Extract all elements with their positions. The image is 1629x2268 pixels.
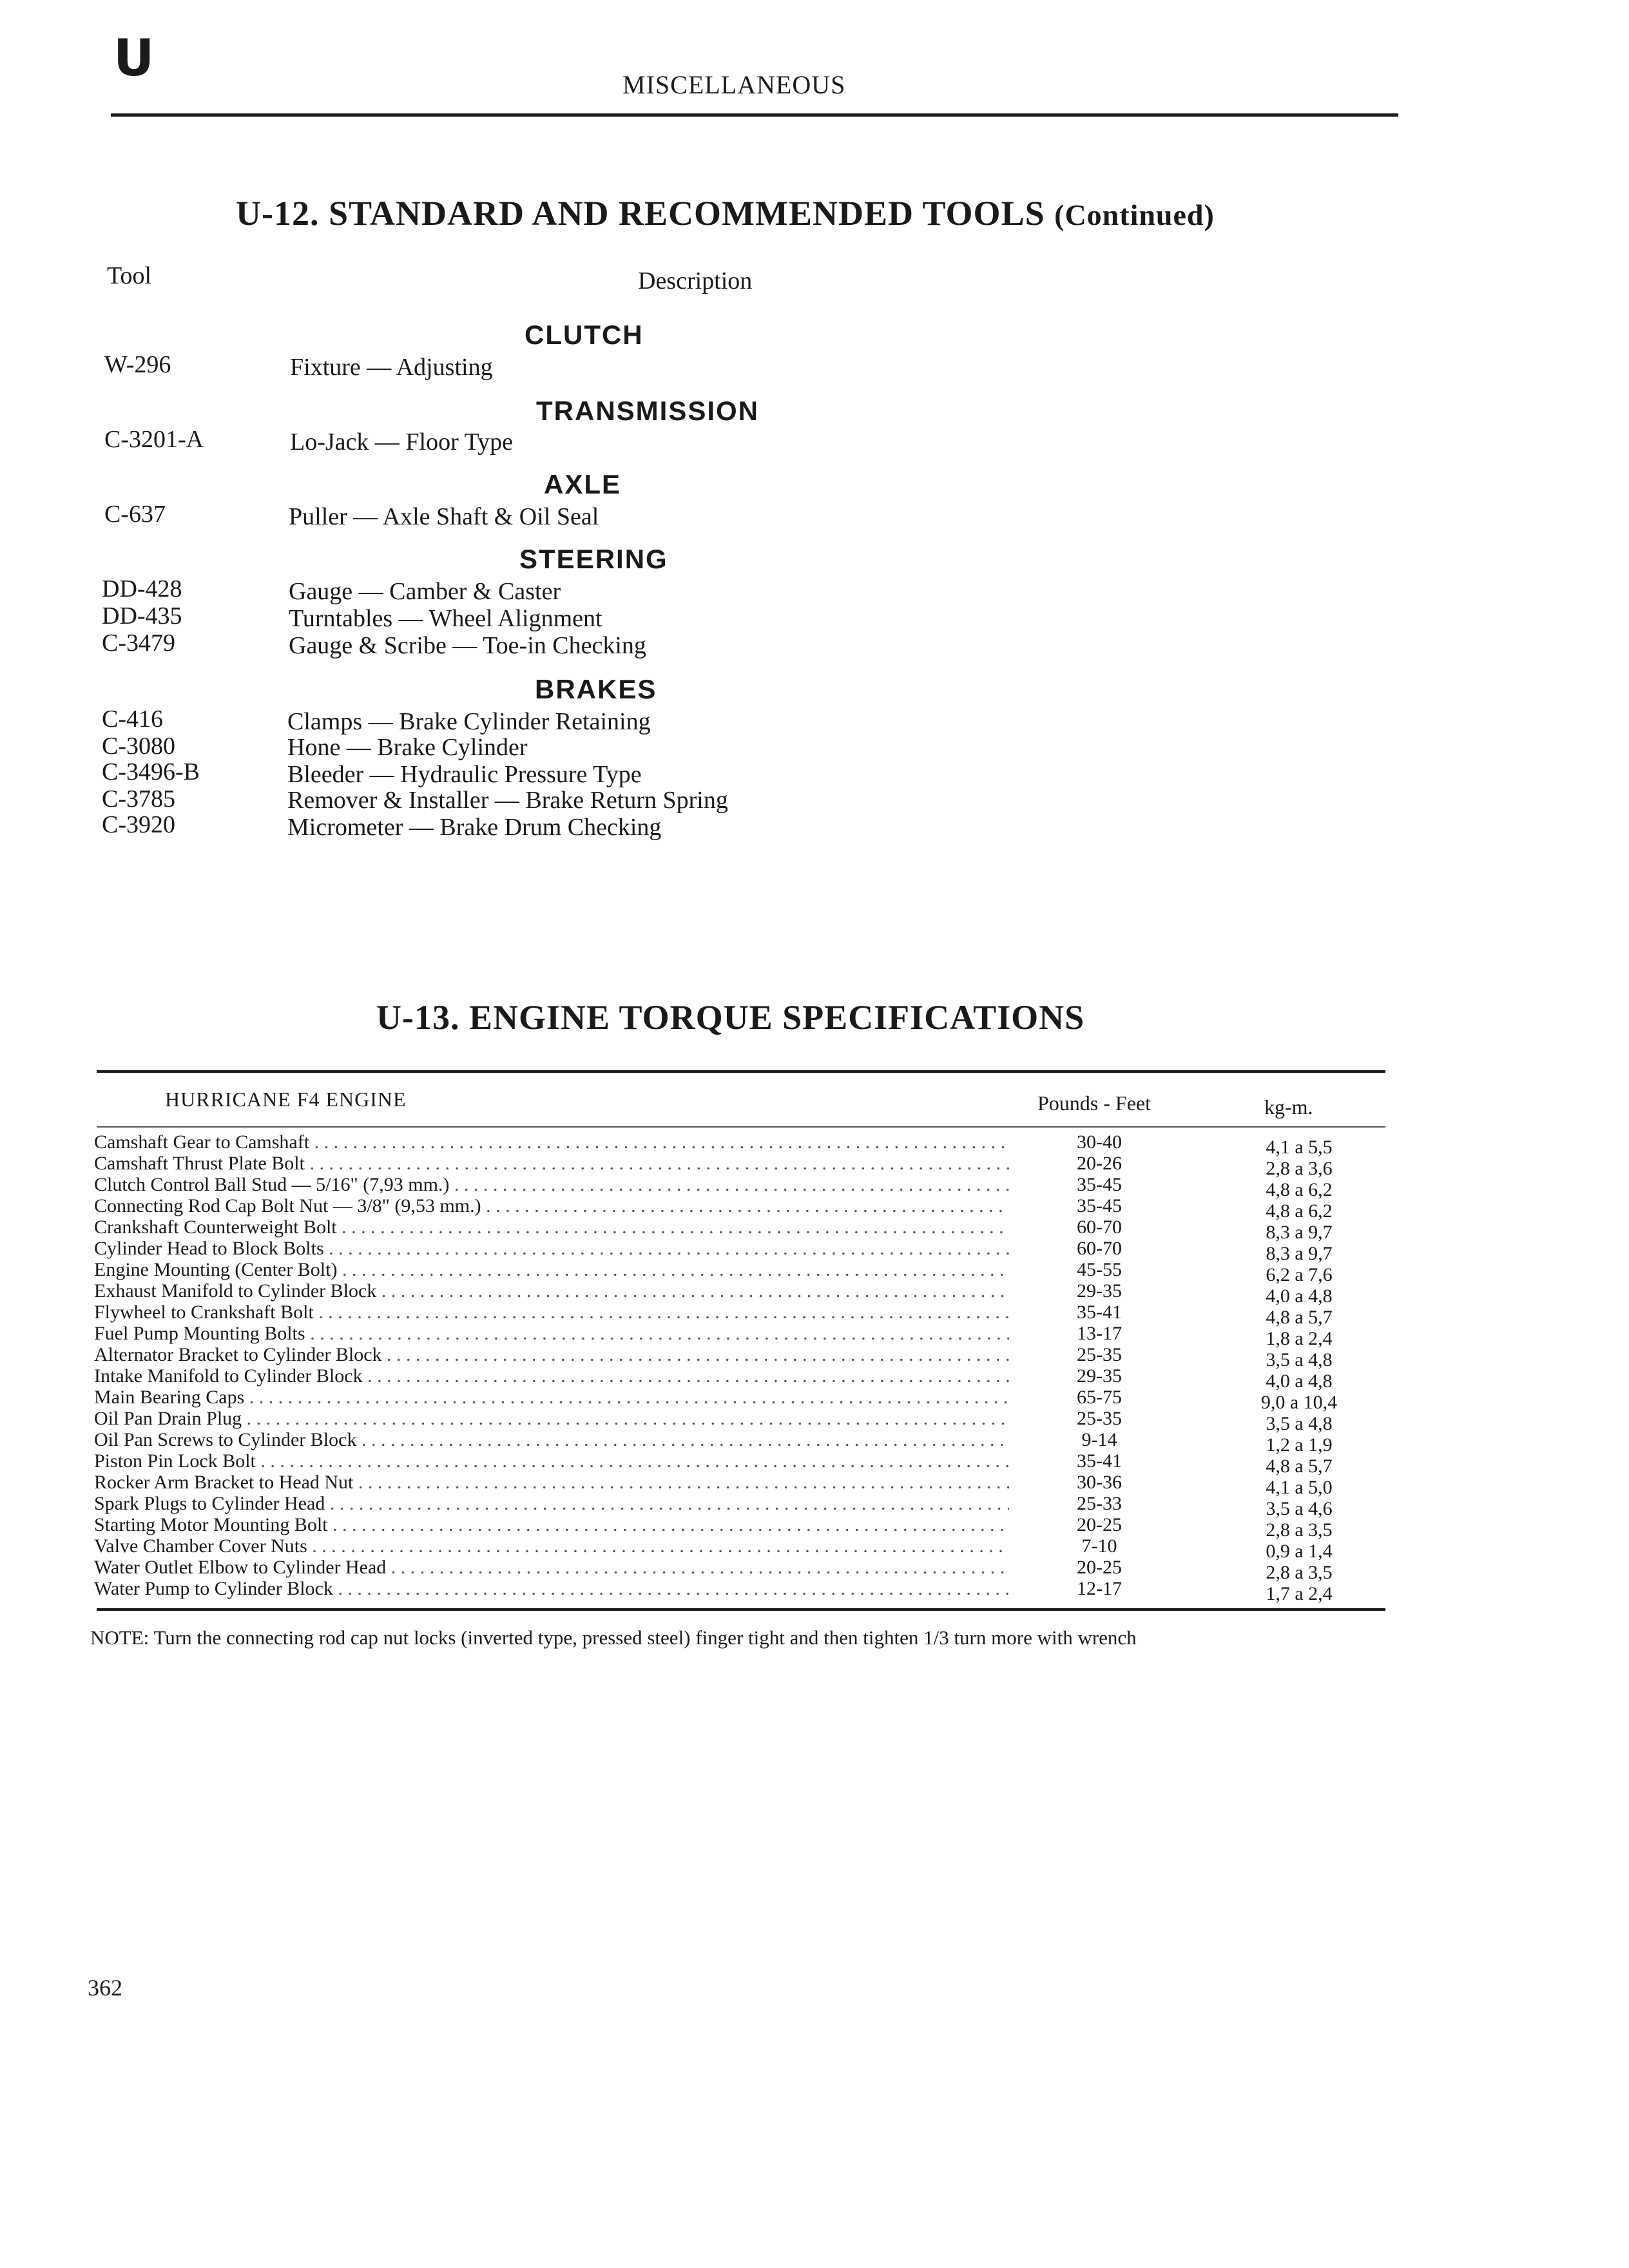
spec-kgm: 4,0 a 4,8 [1266,1285,1333,1307]
spec-item: Camshaft Gear to Camshaft . . . [94,1131,1009,1153]
torque-note: NOTE: Turn the connecting rod cap nut locks (inverted type, pressed steel) finger tight and then tighten 1/3 turn more with wrench [90,1626,1137,1649]
spec-item: Spark Plugs to Cylinder Head . . . [94,1493,1009,1514]
tool-number: C-416 [102,706,163,733]
spec-item: Oil Pan Screws to Cylinder Block . . . [94,1429,1009,1450]
tool-description: Gauge — Camber & Caster [289,578,561,605]
table-row [94,1493,1357,1519]
table-header-rule [97,1126,1385,1128]
tool-number: C-3479 [102,629,175,657]
spec-item: Connecting Rod Cap Bolt Nut — 3/8" (9,53 mm.) . . . [94,1195,1009,1216]
spec-kgm: 8,3 a 9,7 [1266,1243,1333,1264]
spec-lbft: 30-36 [1077,1472,1122,1493]
spec-lbft: 25-35 [1077,1408,1122,1429]
tool-number: DD-428 [102,575,182,602]
spec-kgm: 1,2 a 1,9 [1266,1434,1333,1456]
table-row [94,1535,1357,1562]
spec-item: Engine Mounting (Center Bolt) . . . [94,1259,1009,1280]
spec-lbft: 20-25 [1077,1557,1122,1578]
tool-description: Remover & Installer — Brake Return Spring [287,787,728,814]
table-row [94,1216,1357,1243]
tool-number: C-3920 [102,811,175,838]
table-row [94,1131,1357,1158]
spec-lbft: 13-17 [1077,1323,1122,1344]
spec-kgm: 4,8 a 6,2 [1266,1200,1333,1222]
spec-kgm: 2,8 a 3,5 [1266,1519,1333,1541]
spec-kgm: 1,7 a 2,4 [1266,1583,1333,1604]
description-column-header: Description [638,267,753,294]
tool-description: Fixture — Adjusting [290,354,493,381]
spec-kgm: 0,9 a 1,4 [1266,1541,1333,1562]
spec-lbft: 35-41 [1077,1450,1122,1472]
page-number: 362 [88,1975,122,2001]
header-rule [111,113,1398,117]
tool-description: Gauge & Scribe — Toe-in Checking [289,632,646,659]
spec-lbft: 45-55 [1077,1259,1122,1280]
table-row [94,1365,1357,1392]
tools-section-title [236,193,1215,233]
torque-section-title: U-13. ENGINE TORQUE SPECIFICATIONS [376,998,1085,1037]
tool-description: Hone — Brake Cylinder [287,734,528,761]
spec-item: Water Outlet Elbow to Cylinder Head . . . [94,1557,1009,1578]
spec-kgm: 9,0 a 10,4 [1260,1392,1338,1413]
spec-item: Crankshaft Counterweight Bolt . . . [94,1216,1009,1238]
spec-item: Clutch Control Ball Stud — 5/16" (7,93 mm.) . . . [94,1174,1009,1195]
spec-lbft: 60-70 [1077,1238,1122,1259]
tool-description: Bleeder — Hydraulic Pressure Type [287,761,642,788]
table-row [94,1238,1357,1264]
category-brakes: BRAKES [535,674,657,704]
tools-title-text: U-12. STANDARD AND RECOMMENDED TOOLS [236,194,1045,233]
engine-column-header: HURRICANE F4 ENGINE [165,1088,407,1111]
spec-item: Fuel Pump Mounting Bolts . . . [94,1323,1009,1344]
spec-item: Camshaft Thrust Plate Bolt . . . [94,1153,1009,1174]
tool-description: Micrometer — Brake Drum Checking [287,814,662,841]
spec-item: Piston Pin Lock Bolt . . . [94,1450,1009,1472]
table-row [94,1387,1357,1413]
spec-kgm: 8,3 a 9,7 [1266,1222,1333,1243]
spec-lbft: 29-35 [1077,1280,1122,1302]
spec-kgm: 4,0 a 4,8 [1266,1370,1333,1392]
tool-number: C-637 [104,501,166,528]
table-row [94,1408,1357,1434]
table-row [94,1344,1357,1370]
tool-number: W-296 [104,351,171,378]
table-row [94,1153,1357,1179]
spec-item: Flywheel to Crankshaft Bolt . . . [94,1302,1009,1323]
table-row [94,1578,1357,1604]
spec-item: Intake Manifold to Cylinder Block . . . [94,1365,1009,1387]
table-row [94,1429,1357,1456]
spec-kgm: 4,8 a 5,7 [1266,1307,1333,1328]
table-row [94,1514,1357,1541]
spec-lbft: 7-10 [1081,1535,1117,1557]
table-row [94,1557,1357,1583]
tool-number: C-3080 [102,733,175,760]
spec-kgm: 4,1 a 5,5 [1266,1137,1333,1158]
spec-kgm: 3,5 a 4,6 [1266,1498,1333,1519]
spec-lbft: 29-35 [1077,1365,1122,1387]
table-row [94,1259,1357,1285]
category-steering: STEERING [519,544,668,574]
table-row [94,1280,1357,1307]
spec-item: Alternator Bracket to Cylinder Block . . . [94,1344,1009,1365]
spec-item: Valve Chamber Cover Nuts . . . [94,1535,1009,1557]
spec-item: Starting Motor Mounting Bolt . . . [94,1514,1009,1535]
spec-lbft: 25-33 [1077,1493,1122,1514]
tool-number: C-3201-A [104,426,204,453]
category-clutch: CLUTCH [525,320,644,350]
spec-lbft: 65-75 [1077,1387,1122,1408]
spec-item: Water Pump to Cylinder Block . . . [94,1578,1009,1599]
spec-lbft: 20-26 [1077,1153,1122,1174]
table-top-rule [97,1070,1385,1073]
spec-kgm: 1,8 a 2,4 [1266,1328,1333,1349]
table-bottom-rule [97,1608,1385,1611]
spec-lbft: 12-17 [1077,1578,1122,1599]
spec-lbft: 25-35 [1077,1344,1122,1365]
spec-kgm: 4,8 a 5,7 [1266,1456,1333,1477]
spec-kgm: 6,2 a 7,6 [1266,1264,1333,1285]
tool-number: C-3785 [102,785,175,812]
spec-item: Rocker Arm Bracket to Head Nut . . . [94,1472,1009,1493]
running-head: MISCELLANEOUS [622,70,846,99]
table-row [94,1323,1357,1349]
category-transmission: TRANSMISSION [536,396,760,426]
tool-number: DD-435 [102,602,182,629]
spec-kgm: 4,1 a 5,0 [1266,1477,1333,1498]
category-axle: AXLE [544,469,622,499]
spec-lbft: 35-45 [1077,1195,1122,1216]
spec-lbft: 35-45 [1077,1174,1122,1195]
tool-description: Clamps — Brake Cylinder Retaining [287,708,651,735]
spec-kgm: 3,5 a 4,8 [1266,1349,1333,1370]
pounds-feet-column-header: Pounds - Feet [1037,1091,1151,1115]
spec-lbft: 20-25 [1077,1514,1122,1535]
spec-kgm: 3,5 a 4,8 [1266,1413,1333,1434]
spec-item: Oil Pan Drain Plug . . . [94,1408,1009,1429]
spec-kgm: 2,8 a 3,6 [1266,1158,1333,1179]
table-row [94,1195,1357,1222]
spec-item: Cylinder Head to Block Bolts . . . [94,1238,1009,1259]
table-row [94,1450,1357,1477]
tools-title-suffix: (Continued) [1054,198,1215,231]
spec-kgm: 4,8 a 6,2 [1266,1179,1333,1200]
tool-description: Turntables — Wheel Alignment [289,605,602,632]
table-row [94,1472,1357,1498]
tool-description: Lo-Jack — Floor Type [290,428,513,456]
spec-lbft: 60-70 [1077,1216,1122,1238]
kgm-column-header: kg-m. [1264,1095,1313,1119]
spec-lbft: 9-14 [1081,1429,1117,1450]
section-letter: U [113,30,155,88]
spec-lbft: 30-40 [1077,1131,1122,1153]
spec-item: Main Bearing Caps . . . [94,1387,1009,1408]
spec-lbft: 35-41 [1077,1302,1122,1323]
tool-number: C-3496-B [102,758,200,785]
spec-kgm: 2,8 a 3,5 [1266,1562,1333,1583]
tool-column-header: Tool [107,262,152,289]
spec-item: Exhaust Manifold to Cylinder Block . . . [94,1280,1009,1302]
table-row [94,1174,1357,1200]
tool-description: Puller — Axle Shaft & Oil Seal [289,503,599,530]
table-row [94,1302,1357,1328]
